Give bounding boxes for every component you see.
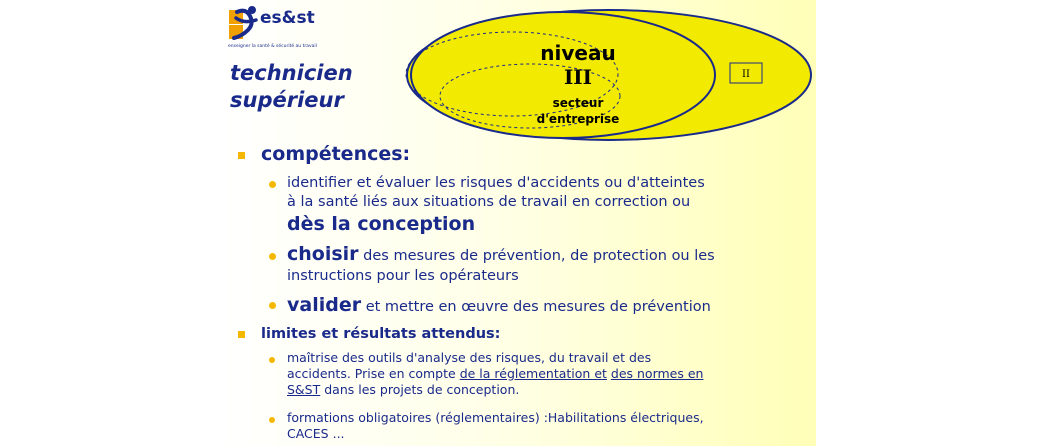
- competence-3-rest: et mettre en œuvre des mesures de prévention: [361, 299, 711, 315]
- round-bullet: [269, 253, 276, 260]
- logo-figure-icon: [228, 4, 262, 44]
- limites-1-line-1: maîtrise des outils d'analyse des risques, du travail et des: [287, 350, 652, 365]
- diagram-niveau: niveau: [540, 41, 616, 65]
- competence-1-emphasis: dès la conception: [287, 213, 476, 235]
- limites-1-line-2: accidents. Prise en compte: [287, 366, 460, 381]
- round-bullet: [269, 181, 276, 188]
- round-bullet: [269, 302, 276, 309]
- diagram-level-ii: II: [742, 69, 750, 80]
- competence-1-line-1: identifier et évaluer les risques d'accidents ou d'atteintes: [287, 175, 705, 191]
- competence-1-line-2: à la santé liés aux situations de travail en correction ou: [287, 194, 691, 210]
- diagram-secteur: secteur: [552, 96, 604, 110]
- competence-item-3: [287, 293, 711, 319]
- reglementation-link[interactable]: de la réglementation et: [459, 366, 607, 381]
- page-title: [230, 60, 353, 114]
- limites-item-1: [287, 350, 703, 398]
- square-bullet: [238, 331, 245, 338]
- competence-item-2: [287, 243, 715, 285]
- competence-2-emphasis: choisir: [287, 243, 359, 265]
- logo: [228, 4, 348, 56]
- competence-3-emphasis: valider: [287, 294, 362, 316]
- logo-tagline: enseigner la santé & sécurité au travail: [228, 44, 317, 49]
- round-bullet: [269, 357, 275, 363]
- limites-2-line-2: CACES ...: [287, 426, 345, 441]
- title-line-2: supérieur: [230, 88, 344, 112]
- competence-item-1: [287, 174, 705, 236]
- competence-2-line-2: instructions pour les opérateurs: [287, 268, 519, 284]
- normes-link-cont[interactable]: S&ST: [287, 382, 321, 397]
- round-bullet: [269, 417, 275, 423]
- slide: [224, 0, 816, 446]
- logo-name: es&st: [260, 8, 315, 28]
- limites-2-line-1: formations obligatoires (réglementaires) :Habilitations électriques,: [287, 410, 704, 425]
- title-line-1: technicien: [230, 61, 353, 85]
- competence-2-line-1: des mesures de prévention, de protection ou les: [358, 248, 715, 264]
- limites-1-line-3: dans les projets de conception.: [320, 382, 520, 397]
- level-diagram: [402, 4, 814, 144]
- diagram-level-iii: III: [563, 65, 593, 89]
- limites-heading: limites et résultats attendus:: [261, 326, 501, 342]
- square-bullet: [238, 152, 245, 159]
- normes-link[interactable]: des normes en: [610, 366, 704, 381]
- diagram-entreprise: d'entreprise: [536, 112, 620, 126]
- competences-heading: compétences:: [261, 143, 411, 165]
- limites-item-2: [287, 410, 704, 442]
